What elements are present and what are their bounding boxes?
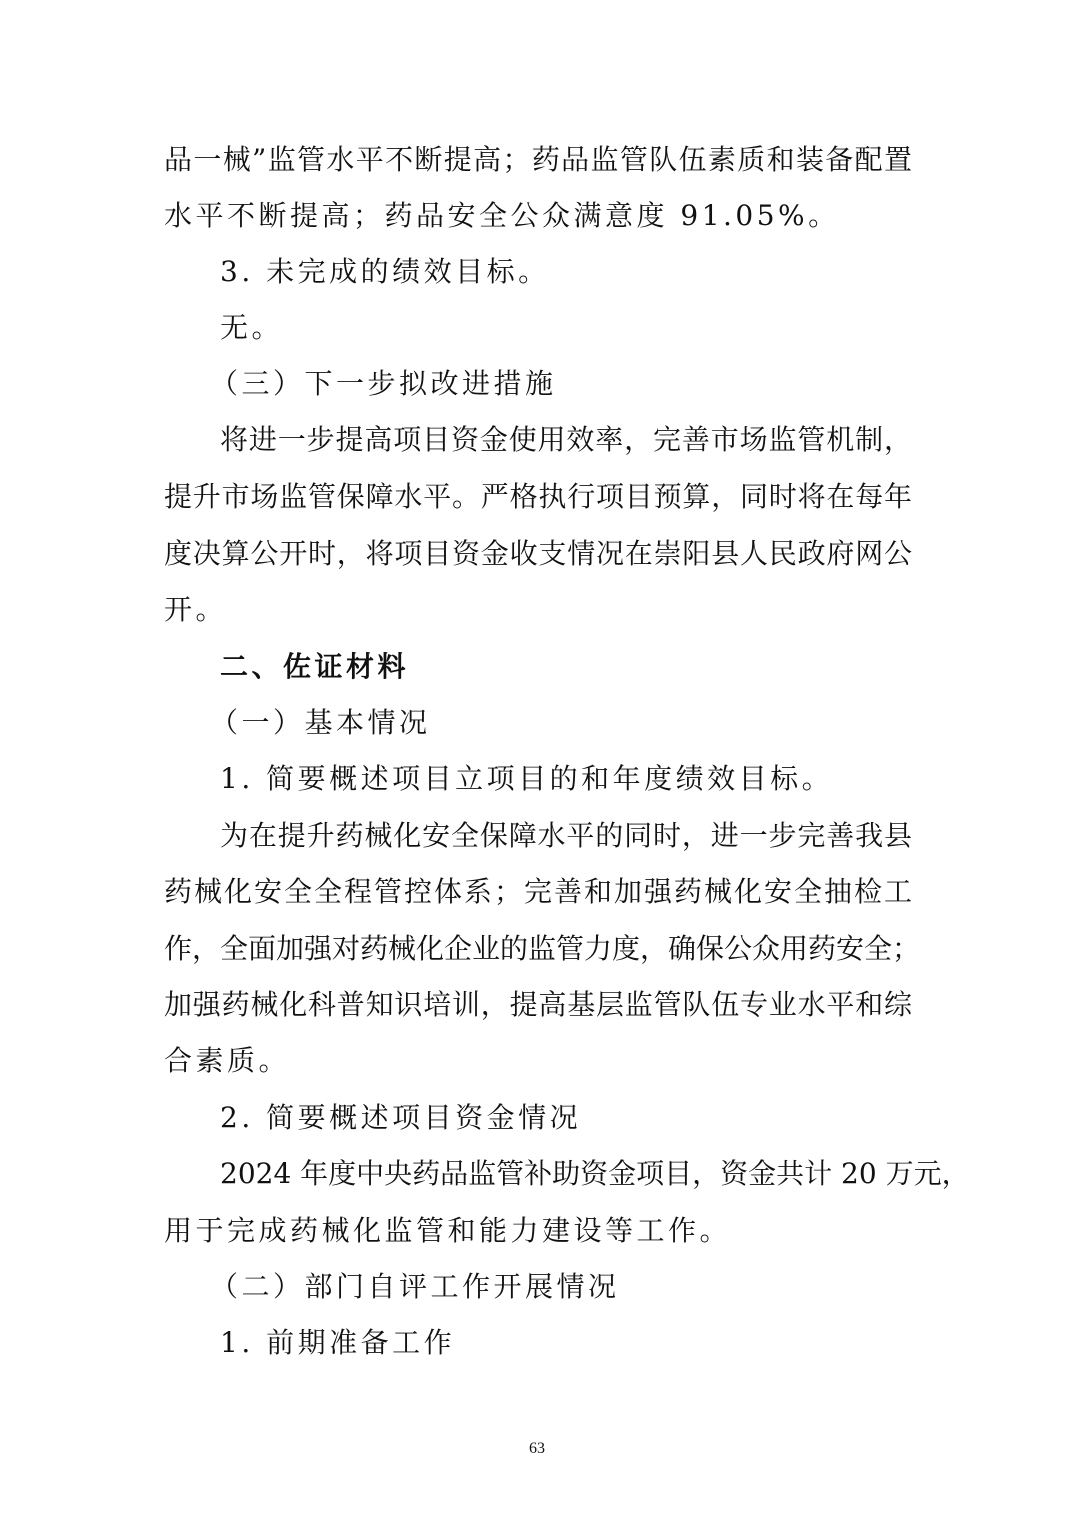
subheading-unfinished-goals: 3. 未完成的绩效目标。 bbox=[220, 255, 550, 288]
subheading-funding: 2. 简要概述项目资金情况 bbox=[220, 1101, 582, 1134]
section-heading-supporting-materials: 二、佐证材料 bbox=[220, 650, 410, 683]
paragraph-line: 无。 bbox=[220, 311, 284, 344]
paragraph-line: 合素质。 bbox=[164, 1044, 291, 1077]
page-number: 63 bbox=[529, 1440, 545, 1457]
subheading-improvement-measures: （三）下一步拟改进措施 bbox=[210, 367, 557, 400]
paragraph-line: 2024 年度中央药品监管补助资金项目，资金共计 20 万元， bbox=[220, 1157, 970, 1190]
subheading-self-evaluation: （二）部门自评工作开展情况 bbox=[210, 1270, 620, 1303]
subheading-preparation: 1. 前期准备工作 bbox=[220, 1326, 456, 1359]
paragraph-line: 提升市场监管保障水平。严格执行项目预算，同时将在每年 bbox=[164, 480, 912, 513]
paragraph-line: 开。 bbox=[164, 593, 228, 626]
paragraph-line: 作，全面加强对药械化企业的监管力度，确保公众用药安全； bbox=[164, 932, 921, 965]
paragraph-line: 水平不断提高；药品安全公众满意度 91.05%。 bbox=[164, 199, 840, 232]
paragraph-line: 用于完成药械化监管和能力建设等工作。 bbox=[164, 1214, 732, 1247]
paragraph-line: 将进一步提高项目资金使用效率，完善市场监管机制， bbox=[220, 423, 912, 456]
paragraph-line: 品一械”监管水平不断提高；药品监管队伍素质和装备配置 bbox=[164, 143, 912, 176]
paragraph-line: 度决算公开时，将项目资金收支情况在崇阳县人民政府网公 bbox=[164, 537, 912, 570]
subheading-project-goals: 1. 简要概述项目立项目的和年度绩效目标。 bbox=[220, 762, 834, 795]
paragraph-line: 为在提升药械化安全保障水平的同时，进一步完善我县 bbox=[220, 819, 912, 852]
subheading-basic-info: （一）基本情况 bbox=[210, 706, 431, 739]
paragraph-line: 加强药械化科普知识培训，提高基层监管队伍专业水平和综 bbox=[164, 988, 912, 1021]
paragraph-line: 药械化安全全程管控体系；完善和加强药械化安全抽检工 bbox=[164, 875, 912, 908]
